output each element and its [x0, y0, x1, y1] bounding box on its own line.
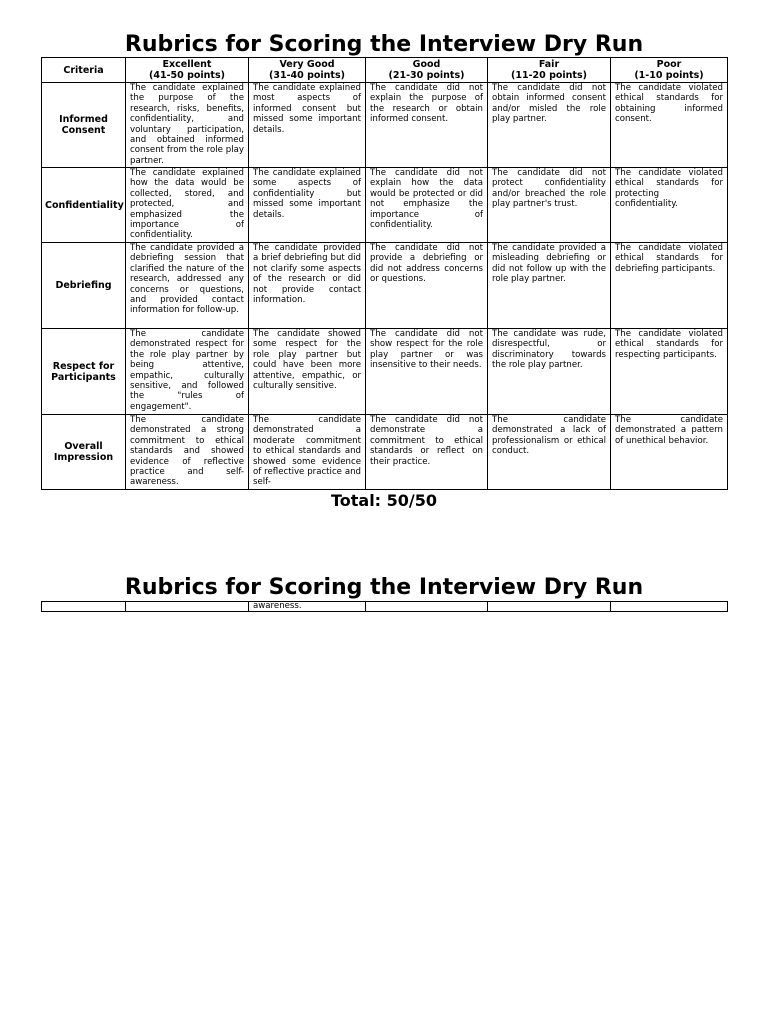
cell-fair: The candidate was rude, disrespectful, or discriminatory towards the role play partner.: [488, 329, 611, 415]
cell-very-good: The candidate explained most aspects of informed consent but missed some important details.: [249, 83, 366, 168]
cell-poor-empty: [611, 602, 728, 612]
cell-very-good: The candidate provided a brief debriefing but did not clarify some aspects of the research or did not provide contact information.: [249, 243, 366, 329]
cell-poor: The candidate violated ethical standards for debriefing participants.: [611, 243, 728, 329]
cell-poor: The candidate violated ethical standards for respecting participants.: [611, 329, 728, 415]
total-score: Total: 50/50: [330, 491, 438, 510]
criterion-label: Confidentiality: [42, 168, 126, 243]
header-good: Good (21-30 points): [366, 58, 488, 83]
cell-very-good: The candidate showed some respect for the role play partner but could have been more attentive, empathic, or culturally sensitive.: [249, 329, 366, 415]
cell-good: The candidate did not explain the purpose of the research or obtain informed consent.: [366, 83, 488, 168]
rubric-table-continued: [41, 601, 728, 612]
criterion-label: Informed Consent: [42, 83, 126, 168]
cell-criteria-empty: [42, 602, 126, 612]
cell-fair: The candidate provided a misleading debriefing or did not follow up with the role play partner.: [488, 243, 611, 329]
table-row: [42, 168, 728, 243]
cell-poor: The candidate demonstrated a pattern of unethical behavior.: [611, 415, 728, 490]
criterion-label: Respect for Participants: [42, 329, 126, 415]
cell-good-empty: [366, 602, 488, 612]
header-poor: Poor (1-10 points): [611, 58, 728, 83]
cell-excellent: The candidate explained how the data would be collected, stored, and protected, and emphasized the importance of confidentiality.: [126, 168, 249, 243]
table-row: [42, 415, 728, 490]
cell-fair: The candidate demonstrated a lack of professionalism or ethical conduct.: [488, 415, 611, 490]
cell-good: The candidate did not show respect for the role play partner or was insensitive to their needs.: [366, 329, 488, 415]
cell-poor: The candidate violated ethical standards for obtaining informed consent.: [611, 83, 728, 168]
cell-good: The candidate did not explain how the data would be protected or did not emphasize the importance of confidentiality.: [366, 168, 488, 243]
cell-fair: The candidate did not protect confidentiality and/or breached the role play partner's trust.: [488, 168, 611, 243]
header-very-good: Very Good (31-40 points): [249, 58, 366, 83]
table-row: [42, 602, 728, 612]
cell-good: The candidate did not demonstrate a commitment to ethical standards or reflect on their practice.: [366, 415, 488, 490]
cell-excellent-empty: [126, 602, 249, 612]
cell-fair: The candidate did not obtain informed consent and/or misled the role play partner.: [488, 83, 611, 168]
table-row: [42, 243, 728, 329]
page-title: Rubrics for Scoring the Interview Dry Run: [124, 32, 644, 57]
table-row: [42, 83, 728, 168]
criterion-label: Overall Impression: [42, 415, 126, 490]
cell-very-good: The candidate explained some aspects of confidentiality but missed some important details.: [249, 168, 366, 243]
header-fair: Fair (11-20 points): [488, 58, 611, 83]
criterion-label: Debriefing: [42, 243, 126, 329]
cell-very-good: The candidate demonstrated a moderate commitment to ethical standards and showed some evidence of reflective practice and self-: [249, 415, 366, 490]
cell-excellent: The candidate explained the purpose of the research, risks, benefits, confidentiality, and voluntary participation, and obtained informed consent from the role play partner.: [126, 83, 249, 168]
cell-excellent: The candidate provided a debriefing session that clarified the nature of the research, addressed any concerns or questions, and provided contact information for follow-up.: [126, 243, 249, 329]
cell-poor: The candidate violated ethical standards for protecting confidentiality.: [611, 168, 728, 243]
header-row: [42, 58, 728, 83]
cell-excellent: The candidate demonstrated a strong commitment to ethical standards and showed evidence of reflective practice and self-awareness.: [126, 415, 249, 490]
cell-very-good-continued: awareness.: [249, 602, 366, 612]
table-row: [42, 329, 728, 415]
cell-excellent: The candidate demonstrated respect for the role play partner by being attentive, empathic, culturally sensitive, and followed the "rules of engagement".: [126, 329, 249, 415]
header-excellent: Excellent (41-50 points): [126, 58, 249, 83]
page-title-continued: Rubrics for Scoring the Interview Dry Run: [124, 575, 644, 600]
header-criteria: Criteria: [42, 58, 126, 83]
cell-good: The candidate did not provide a debriefing or did not address concerns or questions.: [366, 243, 488, 329]
rubric-table: [41, 57, 728, 490]
cell-fair-empty: [488, 602, 611, 612]
